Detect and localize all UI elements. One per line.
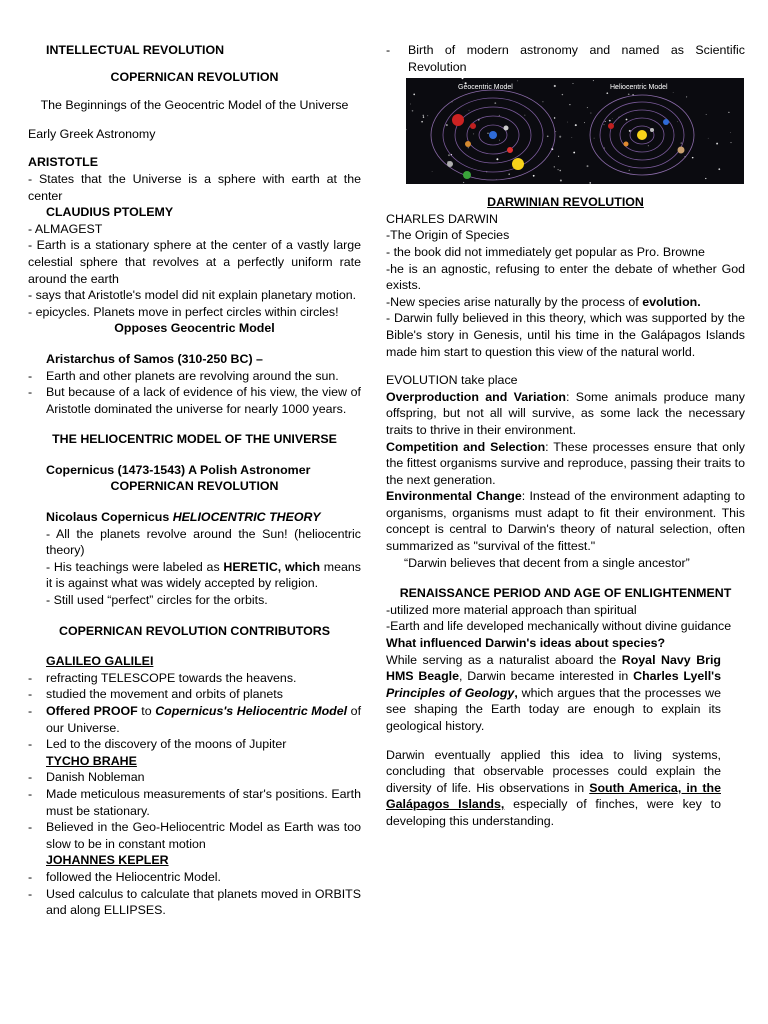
star-dot (421, 121, 423, 123)
contributors-title: COPERNICAN REVOLUTION CONTRIBUTORS (59, 623, 330, 638)
star-dot (587, 107, 588, 108)
moon-icon (504, 126, 509, 131)
renaissance-l1: -utilized more material approach than spiritual (386, 602, 637, 617)
competition-para (386, 439, 745, 489)
geocentric-heliocentric-figure (406, 78, 744, 184)
galileo-heading: GALILEO GALILEI (46, 654, 154, 669)
ptolemy-aristotle: - says that Aristotle's model did nit explain planetary motion. (28, 288, 357, 303)
star-dot (681, 143, 682, 144)
star-dot (423, 115, 424, 116)
tycho-heading: TYCHO BRAHE (46, 753, 137, 768)
star-dot (728, 112, 729, 113)
star-dot (569, 104, 570, 105)
sun-icon (512, 158, 524, 170)
aristarchus-list (28, 368, 361, 418)
star-dot (648, 145, 649, 146)
birth-list (386, 42, 745, 75)
list-item: - Made meticulous measurements of star's positions. Earth must be stationary. (46, 786, 361, 819)
list-item: - Used calculus to calculate that planets moved in ORBITS and along ELLIPSES. (46, 886, 361, 919)
star-dot (412, 110, 414, 112)
planet-icon (470, 123, 476, 129)
competition-heading: Competition and Selection (386, 439, 546, 454)
darwin-l1: -The Origin of Species (386, 228, 510, 243)
star-dot (629, 170, 630, 171)
planet-icon (447, 161, 453, 167)
text-run: to (137, 704, 156, 718)
planet-icon (463, 171, 471, 179)
evolution-word: evolution. (642, 294, 701, 309)
figure-background (406, 78, 744, 184)
star-dot (517, 81, 518, 82)
star-dot (487, 133, 489, 135)
overproduction-heading: Overproduction and Variation (386, 389, 567, 404)
hms-beagle: Royal Navy Brig HMS Beagle (386, 652, 721, 684)
star-dot (558, 156, 559, 157)
star-dot (730, 132, 731, 133)
star-dot (554, 117, 555, 118)
nicolaus-l3: - Still used “perfect” circles for the orbits. (46, 593, 268, 608)
star-dot (427, 115, 428, 116)
darwin-l4 (386, 294, 745, 311)
planet-icon (452, 114, 464, 126)
nicolaus-l2 (28, 559, 361, 592)
beagle-para (386, 652, 745, 735)
charles-darwin: CHARLES DARWIN (386, 211, 498, 226)
ptolemy-almagest: - ALMAGEST (28, 221, 103, 236)
text-run: : These processes ensure that only the fittest organisms survive and reproduce, passing their traits to the next generation. (386, 439, 745, 487)
star-dot (499, 140, 500, 141)
nicolaus-l1: - All the planets revolve around the Sun! (heliocentric theory) (46, 526, 361, 558)
star-dot (718, 168, 720, 170)
renaissance-title: RENAISSANCE PERIOD AND AGE OF ENLIGHTENMENT (399, 586, 732, 601)
star-dot (473, 134, 474, 135)
sun-icon (637, 130, 647, 140)
text-run: means it is against what was widely accepted by religion. (46, 559, 361, 591)
ptolemy-epicycles: - epicycles. Planets move in perfect circles within circles! (28, 304, 339, 319)
list-item: - Earth and other planets are revolving around the sun. (46, 368, 361, 385)
star-dot (525, 115, 526, 116)
galileo-list (28, 670, 361, 753)
star-dot (692, 157, 694, 159)
list-item: - Danish Nobleman (46, 769, 361, 786)
star-dot (559, 136, 561, 138)
star-dot (628, 94, 630, 96)
planet-icon (650, 128, 654, 132)
text-run: Darwin eventually applied this idea to living systems, concluding that observable processes could explain the diversity of life. His observations in (386, 747, 721, 795)
aristarchus-heading: Aristarchus of Samos (310-250 BC) – (46, 351, 263, 366)
star-dot (448, 154, 450, 156)
star-dot (432, 171, 433, 172)
text-run: - His teachings were labeled as (46, 559, 224, 574)
star-dot (567, 122, 568, 123)
ptolemy-earth: - Earth is a stationary sphere at the center of a vastly large celestial sphere that revolves at a perfectly uniform rate around the earth (28, 238, 361, 286)
star-dot (410, 104, 411, 105)
star-dot (609, 120, 611, 122)
star-dot (606, 93, 608, 95)
star-dot (463, 182, 464, 183)
list-item: - studied the movement and orbits of planets (46, 686, 361, 703)
list-item: - refracting TELESCOPE towards the heavens. (46, 670, 361, 687)
text-run: especially of finches, were key to developing this understanding. (386, 797, 721, 828)
star-dot (573, 152, 575, 154)
earth-icon (489, 131, 497, 139)
star-dot (572, 83, 573, 84)
star-dot (557, 169, 558, 170)
charles-lyell: Charles Lyell's (633, 669, 721, 684)
star-dot (730, 142, 731, 143)
planet-icon (507, 147, 513, 153)
star-dot (686, 97, 687, 98)
geocentric-label: Geocentric Model (458, 84, 513, 92)
principles-of-geology: Principles of Geology (386, 685, 515, 700)
darwin-l5: - Darwin fully believed in this theory, which was supported by the Bible's story in Genesis, until his time in the Galápagos Islands made him start to question this view of the natural world. (386, 311, 745, 359)
star-dot (499, 115, 500, 116)
kepler-list (28, 869, 361, 919)
title-intellectual-revolution: INTELLECTUAL REVOLUTION (46, 43, 225, 57)
list-item: - Believed in the Geo-Heliocentric Model as Earth was too slow to be in constant motion (46, 819, 361, 852)
kepler-heading: JOHANNES KEPLER (46, 853, 169, 868)
renaissance-l2: -Earth and life developed mechanically without divine guidance (386, 619, 732, 634)
star-dot (705, 178, 706, 179)
copernicus-heading: Copernicus (1473-1543) A Polish Astronomer (46, 462, 311, 477)
nicolaus-heading (28, 509, 361, 526)
nicolaus-name: Nicolaus Copernicus (46, 510, 173, 525)
text-run: While serving as a naturalist aboard the (386, 652, 622, 667)
overproduction-para (386, 389, 745, 439)
planet-icon (465, 141, 471, 147)
star-dot (559, 170, 561, 172)
star-dot (604, 125, 605, 126)
list-item: - followed the Heliocentric Model. (46, 869, 361, 886)
darwin-quote: “Darwin believes that decent from a single ancestor” (404, 555, 690, 570)
darwin-l2: - the book did not immediately get popular as Pro. Browne (386, 244, 705, 259)
star-dot (555, 132, 556, 133)
aristotle-text: - States that the Universe is a sphere with earth at the center (28, 171, 361, 203)
star-dot (605, 121, 606, 122)
planet-icon (624, 142, 629, 147)
star-dot (547, 136, 549, 138)
right-column (386, 42, 745, 830)
star-dot (554, 85, 556, 87)
star-dot (542, 101, 543, 102)
text-run: which argues that the processes we see shaping the Earth today are enough to explain its geological history. (386, 685, 721, 733)
star-dot (468, 147, 469, 148)
star-dot (469, 110, 470, 111)
list-item: - Led to the discovery of the moons of Jupiter (46, 736, 361, 753)
early-greek-astronomy: Early Greek Astronomy (28, 126, 156, 141)
star-dot (413, 94, 415, 96)
list-item: - But because of a lack of evidence of his view, the view of Aristotle dominated the universe for nearly 1000 years. (46, 384, 361, 417)
text-run: -New species arise naturally by the process of (386, 294, 643, 309)
title-copernican-revolution: COPERNICAN REVOLUTION (110, 69, 279, 84)
star-dot (575, 124, 577, 126)
planet-icon (608, 123, 614, 129)
star-dot (496, 158, 498, 160)
list-item: - Birth of modern astronomy and named as Scientific Revolution (408, 42, 745, 75)
offered-proof: Offered PROOF (46, 704, 138, 718)
star-dot (423, 117, 424, 118)
star-dot (533, 175, 535, 177)
star-dot (554, 166, 555, 167)
star-dot (494, 102, 496, 104)
heretic-text: HERETIC, which (223, 559, 321, 574)
environmental-heading: Environmental Change (386, 489, 522, 504)
text-run: of our Universe. (46, 704, 362, 735)
darwin-l3: -he is an agnostic, refusing to enter the debate of whether God exists. (386, 261, 745, 293)
text-run: : Instead of the environment adapting to organisms, organisms must adapt to fit their environment. This concept is central to Darwin's theory of natural selection, often summarized as "survival of the fittest." (386, 489, 745, 554)
opposes-heading: Opposes Geocentric Model (114, 321, 275, 336)
list-item (46, 703, 361, 736)
star-dot (571, 137, 572, 138)
left-column (28, 42, 361, 919)
evolution-take-place: EVOLUTION take place (386, 373, 518, 388)
copernican-revolution-2: COPERNICAN REVOLUTION (110, 479, 279, 494)
star-dot (706, 114, 707, 115)
star-dot (673, 92, 674, 93)
star-dot (587, 165, 589, 167)
copernicus-model-ref: Copernicus's Heliocentric Model (155, 704, 348, 718)
star-dot (562, 94, 563, 95)
star-dot (677, 122, 678, 123)
ptolemy-heading: CLAUDIUS PTOLEMY (46, 205, 174, 220)
heliocentric-theory: HELIOCENTRIC THEORY (172, 510, 321, 525)
star-dot (446, 124, 448, 126)
south-america-galapagos: South America, in the Galápagos Islands, (386, 780, 721, 812)
tycho-list (28, 769, 361, 852)
star-dot (626, 119, 628, 121)
star-dot (716, 143, 718, 145)
star-dot (560, 180, 562, 182)
heliocentric-title: THE HELIOCENTRIC MODEL OF THE UNIVERSE (52, 432, 337, 447)
subtitle-geocentric: The Beginnings of the Geocentric Model of the Universe (40, 98, 349, 113)
star-dot (508, 174, 510, 176)
planet-icon (678, 147, 685, 154)
environmental-para (386, 488, 745, 554)
darwin-applied-para (386, 747, 745, 830)
star-dot (708, 138, 709, 139)
heliocentric-label: Heliocentric Model (610, 84, 668, 92)
aristotle-heading: ARISTOTLE (28, 155, 98, 170)
star-dot (589, 182, 591, 184)
star-dot (612, 119, 613, 120)
darwinian-title: DARWINIAN REVOLUTION (487, 195, 644, 210)
star-dot (463, 82, 464, 83)
text-run: , (514, 685, 518, 700)
text-run: : Some animals produce many offspring, but not all will survive, as some lack the necessary traits to thrive in their environment. (386, 389, 746, 437)
star-dot (584, 122, 585, 123)
star-dot (590, 113, 591, 114)
text-run: , Darwin became interested in (458, 669, 634, 684)
earth-icon (663, 119, 669, 125)
darwin-influence-question: What influenced Darwin's ideas about species? (386, 636, 666, 651)
star-dot (593, 80, 594, 81)
star-dot (594, 138, 595, 139)
